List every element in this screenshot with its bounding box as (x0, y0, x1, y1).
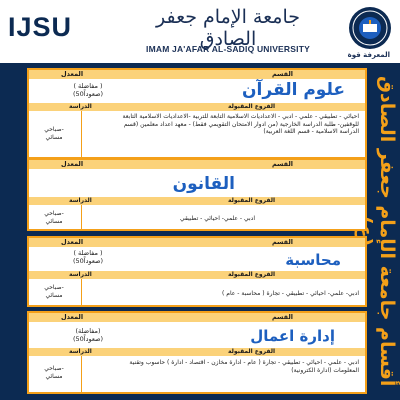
study-label: الدراسة (69, 348, 92, 355)
gpa-value: (مفاضلة) (50صعوداً) (72, 327, 104, 343)
department-title: محاسبة (285, 251, 341, 269)
accepted-branches: ادبي - علمي- احيائي - تطبيقي (179, 215, 255, 222)
accepted-branches: ادبي - علمي - احيائي - تطبيقي - تجارة ( عام - ادارة مخازن - اقتصاد - ادارة ) حاسوب وتقنية المعلومات (ادارة الكترونية) (129, 359, 359, 374)
gpa-value: ( مفاضلة ) (50صعوداً) (72, 82, 104, 98)
accepted-branches: ادبي- علمي- احيائي - تطبيقي - تجارة ( محاسبة - عام ) (222, 290, 359, 297)
study-mode: صباحي- مسائي (44, 284, 64, 299)
university-arabic-logo: جامعة الإمام جعفر الصادق (156, 6, 300, 50)
column-divider (81, 111, 82, 159)
gpa-label: المعدل (61, 70, 84, 78)
branches-label: الفروع المقبولة (227, 348, 275, 355)
column-divider (81, 356, 82, 394)
card-subheader-row (29, 271, 365, 279)
gpa-label: المعدل (61, 160, 84, 168)
header-bar (0, 0, 400, 63)
column-divider (81, 279, 82, 307)
card-header-row (29, 160, 365, 169)
department-card-accounting (27, 236, 367, 307)
department-label: القسم (271, 160, 293, 168)
study-label: الدراسة (69, 103, 92, 110)
branches-label: الفروع المقبولة (227, 103, 275, 110)
department-card-business (27, 311, 367, 394)
gpa-label: المعدل (61, 238, 84, 246)
brand-logo-text: IJSU (8, 12, 73, 42)
card-header-row (29, 70, 365, 79)
branches-label: الفروع المقبولة (227, 197, 275, 204)
department-title: علوم القرآن (242, 80, 345, 100)
department-card-quran (27, 68, 367, 159)
card-subheader-row (29, 197, 365, 205)
card-subheader-row (29, 348, 365, 356)
card-header-row (29, 313, 365, 322)
branches-label: الفروع المقبولة (227, 271, 275, 278)
accepted-branches: احيائي - تطبيقي - علمي - ادبي - الاعداديات الاسلامية التابعة للتربية -الاعداديات الاسلامية التابعة للوقفين- طلبة الدراسة الخارجية (من ادوار الامتحان التقويمي فقط) - معهد اعداد معلمين (قسم الدراسة الاسلامية - قسم اللغة العربية) (122, 113, 359, 135)
study-mode: صباحي- مسائي (44, 126, 64, 141)
motto: المعرفة قوة (347, 51, 390, 59)
university-english-name: IMAM JA'AFAR AL-SADIQ UNIVERSITY (146, 44, 310, 54)
university-seal-icon (348, 6, 392, 50)
study-mode: صباحي- مسائي (44, 365, 64, 380)
department-card-law (27, 158, 367, 231)
department-label: القسم (271, 70, 293, 78)
department-title: القانون (172, 174, 235, 194)
gpa-label: المعدل (61, 313, 84, 321)
card-subheader-row (29, 103, 365, 111)
study-mode: صباحي- مسائي (44, 210, 64, 225)
side-title: أقسام جامعة الإمام جعفر الصادق (376, 75, 398, 387)
card-header-row (29, 238, 365, 247)
study-label: الدراسة (69, 271, 92, 278)
department-label: القسم (271, 238, 293, 246)
gpa-value: ( مفاضلة ) (50صعوداً) (72, 249, 104, 265)
study-label: الدراسة (69, 197, 92, 204)
department-label: القسم (271, 313, 293, 321)
department-title: إدارة اعمال (250, 327, 335, 345)
